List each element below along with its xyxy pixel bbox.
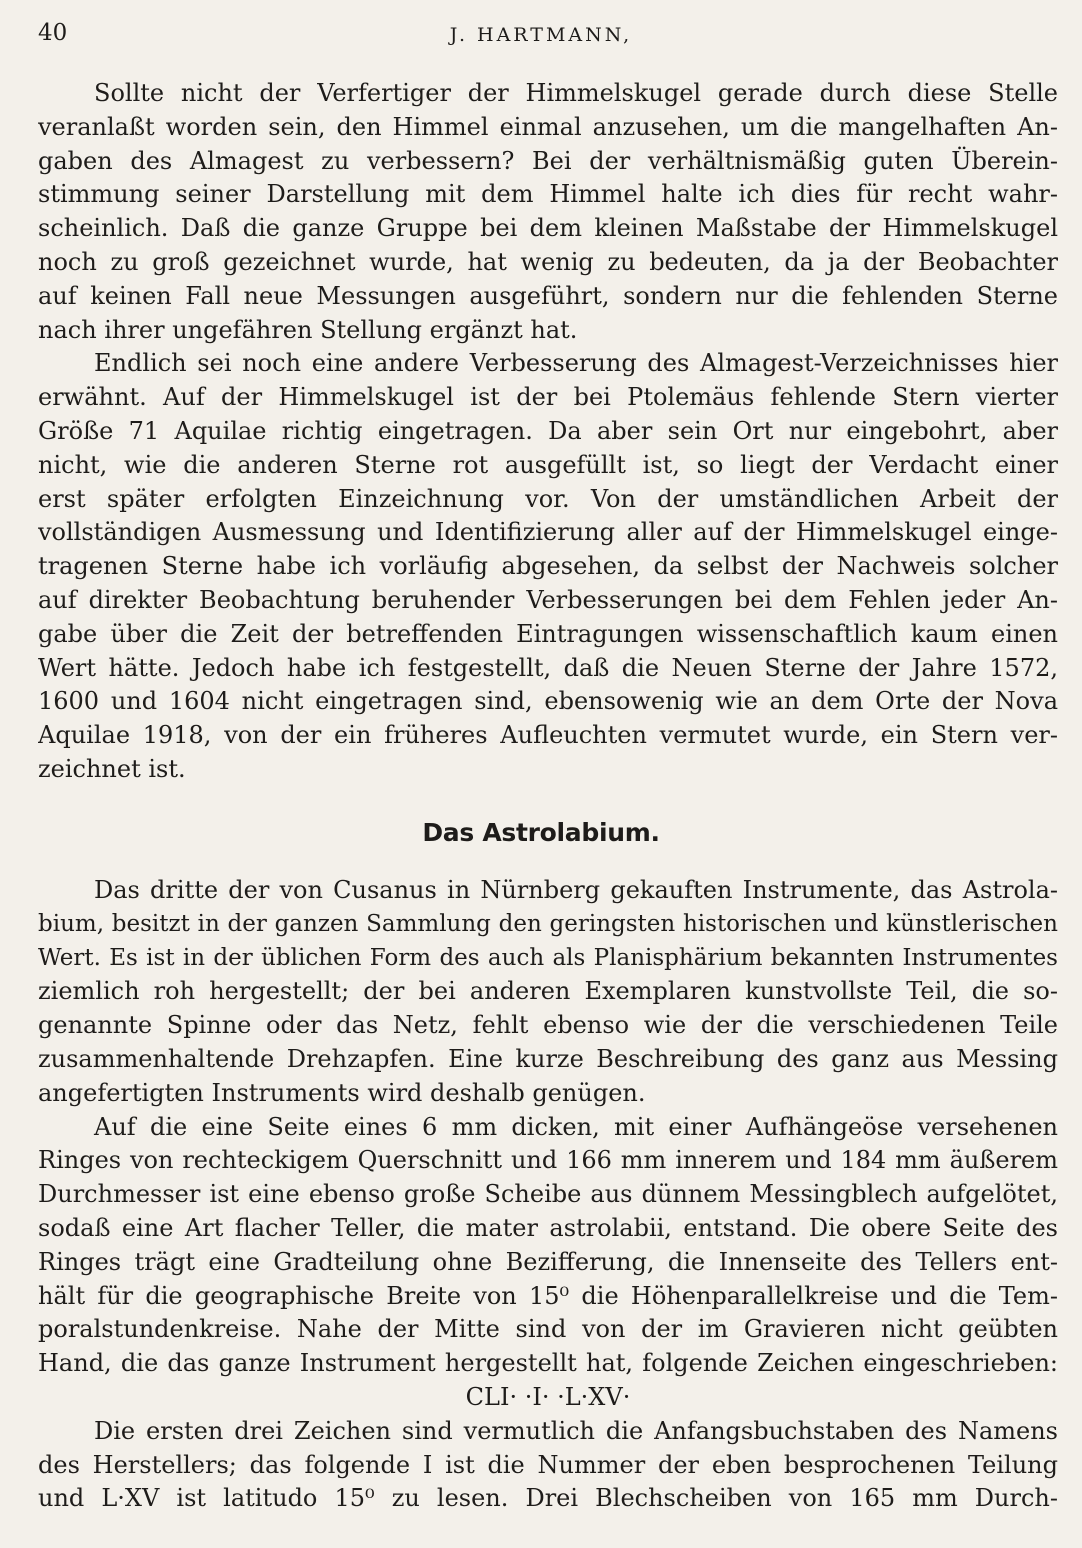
- text-line: zusammenhaltende Drehzapfen. Eine kurze Beschreibung des ganz aus Messing: [38, 1044, 1058, 1073]
- text-line: noch zu groß gezeichnet wurde, hat wenig zu bedeuten, da ja der Beobachter: [38, 247, 1058, 276]
- text-line: scheinlich. Daß die ganze Gruppe bei dem kleinen Maßstabe der Himmelskugel: [38, 214, 1058, 243]
- text-line: Das dritte der von Cusanus in Nürnberg gekauften Instrumente, das Astrola-: [94, 876, 1058, 904]
- text-line: und L·XV ist latitudo 15⁰ zu lesen. Drei Blechscheiben von 165 mm Durch-: [38, 1484, 1058, 1513]
- text-line: poralstundenkreise. Nahe der Mitte sind von der im Gravieren nicht geübten: [38, 1315, 1058, 1344]
- text-line: nach ihrer ungefähren Stellung ergänzt hat.: [38, 315, 578, 344]
- text-line: bium, besitzt in der ganzen Sammlung den geringsten historischen und künstlerischen: [38, 910, 1058, 937]
- text-line: Die ersten drei Zeichen sind vermutlich die Anfangsbuchstaben des Namens: [94, 1416, 1058, 1445]
- text-line: Wert. Es ist in der üblichen Form des auch als Planisphärium bekannten Instrumentes: [38, 944, 1058, 971]
- text-line: Aquilae 1918, von der ein früheres Aufleuchten vermutet wurde, ein Stern ver-: [38, 721, 1058, 750]
- text-line: nicht, wie die anderen Sterne rot ausgefüllt ist, so liegt der Verdacht einer: [38, 450, 1058, 479]
- page-number: 40: [38, 20, 68, 46]
- text-line: vollständigen Ausmessung und Identifizierung aller auf der Himmelskugel einge-: [38, 518, 1058, 547]
- text-line: des Herstellers; das folgende I ist die Nummer der eben besprochenen Teilung: [38, 1450, 1058, 1479]
- text-line: Hand, die das ganze Instrument hergestellt hat, folgende Zeichen eingeschrieben:: [38, 1349, 1058, 1378]
- text-line: Ringes trägt eine Gradteilung ohne Bezifferung, die Innenseite des Tellers ent-: [38, 1247, 1058, 1276]
- text-line: ziemlich roh hergestellt; der bei anderen Exemplaren kunstvollste Teil, die so-: [38, 977, 1058, 1006]
- text-line: Wert hätte. Jedoch habe ich festgestellt, daß die Neuen Sterne der Jahre 1572,: [38, 653, 1058, 682]
- text-line: auf direkter Beobachtung beruhender Verbesserungen bei dem Fehlen jeder An-: [38, 585, 1058, 614]
- text-line: hält für die geographische Breite von 15⁰ die Höhenparallelkreise und die Tem-: [38, 1281, 1058, 1310]
- text-line: auf keinen Fall neue Messungen ausgeführt, sondern nur die fehlenden Sterne: [38, 281, 1058, 310]
- text-line: 1600 und 1604 nicht eingetragen sind, ebensowenig wie an dem Orte der Nova: [38, 687, 1058, 716]
- text-line: gabe über die Zeit der betreffenden Eintragungen wissenschaftlich kaum einen: [38, 619, 1058, 648]
- section-heading: Das Astrolabium.: [422, 818, 660, 847]
- text-line: Auf die eine Seite eines 6 mm dicken, mit einer Aufhängeöse versehenen: [94, 1112, 1058, 1141]
- text-line: Endlich sei noch eine andere Verbesserung des Almagest-Verzeichnisses hier: [94, 349, 1058, 378]
- text-line: Größe 71 Aquilae richtig eingetragen. Da aber sein Ort nur eingebohrt, aber: [38, 416, 1058, 445]
- text-line: sodaß eine Art flacher Teller, die mater astrolabii, entstand. Die obere Seite des: [38, 1213, 1058, 1242]
- text-line: angefertigten Instruments wird deshalb genügen.: [38, 1078, 646, 1107]
- text-line: tragenen Sterne habe ich vorläufig abgesehen, da selbst der Nachweis solcher: [38, 552, 1058, 581]
- text-line: genannte Spinne oder das Netz, fehlt ebenso wie der die verschiedenen Teile: [38, 1011, 1058, 1040]
- text-line: gaben des Almagest zu verbessern? Bei der verhältnismäßig guten Überein-: [38, 146, 1058, 175]
- paragraphs-astrolabe: [38, 874, 1058, 1516]
- text-line: erst später erfolgten Einzeichnung vor. Von der umständlichen Arbeit der: [38, 484, 1058, 513]
- text-line: stimmung seiner Darstellung mit dem Himmel halte ich dies für recht wahr-: [38, 180, 1058, 209]
- text-line: zeichnet ist.: [38, 754, 186, 783]
- text-line: Sollte nicht der Verfertiger der Himmelskugel gerade durch diese Stelle: [94, 79, 1058, 107]
- running-title: J. HARTMANN,: [449, 24, 633, 46]
- text-line: erwähnt. Auf der Himmelskugel ist der bei Ptolemäus fehlende Stern vierter: [38, 383, 1058, 412]
- running-head: [38, 20, 1044, 54]
- inscription-line: CLI· ·I· ·L·XV·: [465, 1382, 631, 1411]
- paragraphs-celestial-globe: [38, 77, 1058, 787]
- text-line: veranlaßt worden sein, den Himmel einmal anzusehen, um die mangelhaften An-: [38, 112, 1058, 141]
- text-line: Ringes von rechteckigem Querschnitt und 166 mm innerem und 184 mm äußerem: [38, 1146, 1058, 1175]
- text-line: Durchmesser ist eine ebenso große Scheibe aus dünnem Messingblech aufgelötet,: [38, 1180, 1058, 1209]
